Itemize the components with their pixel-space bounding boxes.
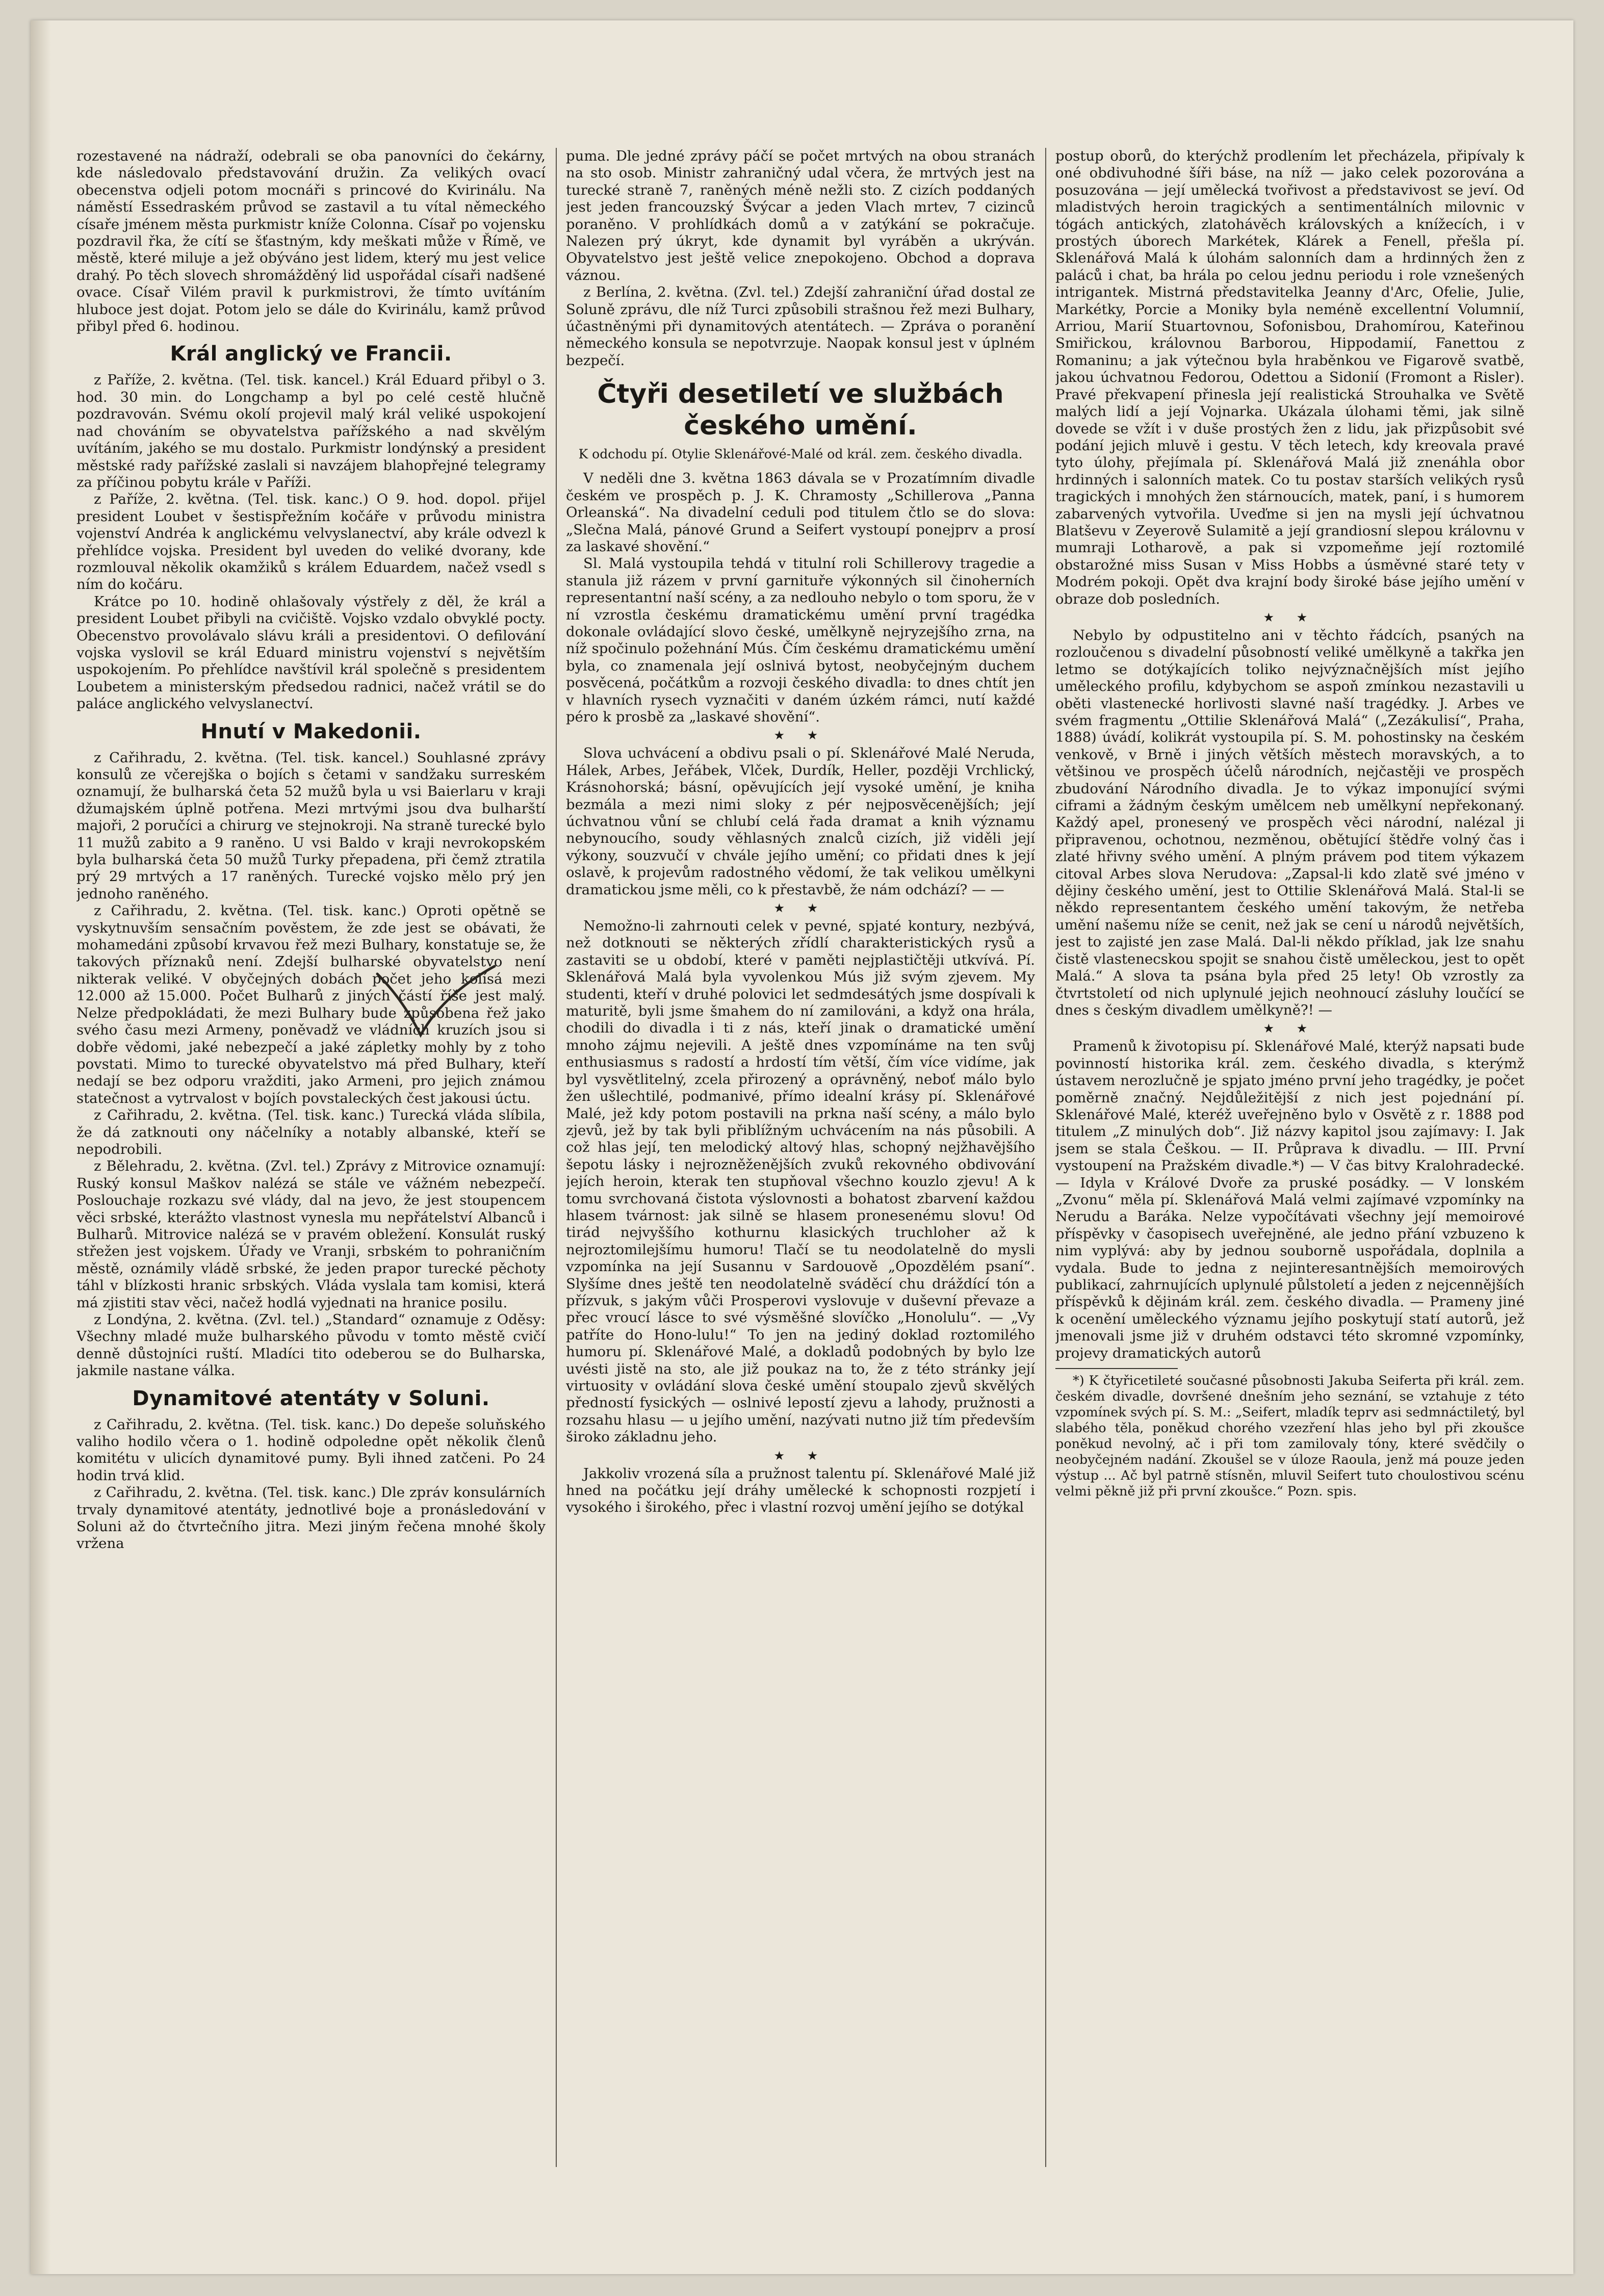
news-item: z Londýna, 2. května. (Zvl. tel.) „Standard“ oznamuje z Oděsy: Všechny mladé muže bulharského původu v tomto městě cvičí denně důstojníci ruští. Mladíci tito odeberou se do Bulharska, jakmile nastane válka. bbox=[76, 1311, 546, 1379]
article-paragraph: Jakkoliv vrozená síla a pružnost talentu pí. Sklenářové Malé již hned na počátku její dráhy umělecké k schopnosti rozpjetí i vysokého i širokého, přec i vlastní rozvoj umění jejího se dotýkal bbox=[566, 1465, 1035, 1516]
column-rule bbox=[556, 148, 557, 2167]
column-1 bbox=[76, 148, 546, 2198]
headline-macedonia: Hnutí v Makedonii. bbox=[200, 719, 422, 743]
footnote-rule bbox=[1055, 1368, 1178, 1369]
news-item: z Cařihradu, 2. května. (Tel. tisk. kancel.) Souhlasné zprávy konsulů ze včerejška o bojích s četami v sandžaku surreském oznamují, že bulharská četa 52 mužů byla u vsi Baierlaru v kraji džumajském úplně potřena. Mezi mrtvými jsou dva bulharští majoři, 2 poručíci a chirurg ve stejnokroji. Na straně turecké bylo 11 mužů zabito a 9 raněno. U vsi Baldo v kraji nevrokopském byla bulharská četa 50 mužů Turky přepadena, při čemž ztratila prý 29 mrtvých a 17 raněných. Turecké vojsko mělo prý jen jednoho raněného. bbox=[76, 749, 546, 902]
section-separator-stars: ★ ★ bbox=[773, 728, 827, 743]
news-item: z Paříže, 2. května. (Tel. tisk. kancel.) Král Eduard přibyl o 3. hod. 30 min. do Longchamp a byl po celé cestě hlučně pozdravován. Svému okolí projevil malý král veliké uspokojení nad chováním se obyvatelstva pařížského a nad skvělým uvítáním, jakého se mu dostalo. Purkmistr londýnský a president městské rady pařížské zaslali si navzájem blahopřejné telegramy za příčinou pobytu krále v Paříži. bbox=[76, 372, 546, 491]
article-paragraph: rozestavené na nádraží, odebrali se oba panovníci do čekárny, kde následovalo představování družin. Za velikých ovací obecenstva odjeli potom mocnáři s princové do Kvirinálu. Na náměstí Essedraském průvod se zastavil a tu vítal německého císaře jménem města purkmistr kníže Colonna. Císař po vojensku pozdravil řka, že cítí se šťastným, kdy meškati může v Římě, ve městě, které miluje a jež obýváno jest lidem, který mu jest velice drahý. Po těch slovech shromážděný lid uspořádal císaři nadšené ovace. Císař Vilém pravil k purkmistrovi, že tímto uvítáním hluboce jest dojat. Potom jelo se dále do Kvirinálu, kamž průvod přibyl před 6. hodinou. bbox=[76, 148, 546, 335]
news-item: Krátce po 10. hodině ohlašovaly výstřely z děl, že král a president Loubet přibyli na cvičiště. Vojsko vzdalo obvyklé pocty. Obecenstvo provolávalo slávu králi a presidentovi. O defilování vojska vyslovil se král Eduard ministru vojenství s největším uspokojením. Po přehlídce navštívil král společně s presidentem Loubetem a ministerským předsedou radnici, načež vrátil se do paláce anglického velvyslanectví. bbox=[76, 593, 546, 712]
news-item: z Bělehradu, 2. května. (Zvl. tel.) Zprávy z Mitrovice oznamují: Ruský konsul Maškov nalézá se stále ve vážném nebezpečí. Poslouchaje rozkazu své vlády, dal na jevo, že jest stoupencem věci srbské, kterážto vlastnost vynesla mu nepřátelství Albanců i Bulharů. Mitrovice nalézá se v pravém obležení. Konsulát ruský střežen jest vojskem. Úřady ve Vranji, srbském to pohraničním městě, oznámily vládě srbské, že jeden prapor turecké pěchoty táhl v blízkosti hranic srbských. Vláda vyslala tam komisi, která má zjistiti stav věci, načež hodlá vyjednati na hranice posilu. bbox=[76, 1158, 546, 1311]
handwritten-check-mark bbox=[372, 964, 500, 1040]
news-item: z Cařihradu, 2. května. (Tel. tisk. kanc.) Do depeše soluňského valiho hodilo včera o 1. hodině odpoledne opět několik členů komitétu v ulicích dynamitové pumy. Byli ihned zatčeni. Po 24 hodin trvá klid. bbox=[76, 1416, 546, 1484]
headline-dynamite-salonica: Dynamitové atentáty v Soluni. bbox=[132, 1386, 490, 1410]
newspaper-page bbox=[31, 20, 1573, 2274]
page-binding-shadow bbox=[31, 20, 51, 2274]
article-paragraph: Sl. Malá vystoupila tehdá v titulní roli Schillerovy tragedie a stanula již rázem v první garnituře výkonných sil činoherních representantní naší scény, a za nedlouho nebylo o tom sporu, že v ní vzrostla českému dramatickému umění první tragédka dokonale ovládající slovo české, umělkyně nejryzejšího zrna, na níž spočinulo požehnání Mús. Čím českému dramatickému umění byla, co znamenala její oslnivá bytost, neobyčejným duchem posvěcená, počátkům a rozvoji českého divadla: to dnes chtít jen v hlavních rysech vyznačiti v daném úzkém rámci, nutí každé péro k prosbě za „laskavé shovění“. bbox=[566, 555, 1035, 725]
section-separator-stars: ★ ★ bbox=[773, 901, 827, 916]
article-paragraph: Pramenů k životopisu pí. Sklenářové Malé, kterýž napsati bude povinností historika král. zem. českého divadla, s kterýmž ústavem nerozlučně je spjato jméno první jeho tragédky, je počet poměrně značný. Nejdůležitější z nich jest pojednání pí. Sklenářové Malé, kteréž uveřejněno bylo v Osvětě z r. 1888 pod titulem „Z minulých dob“. Již názvy kapitol jsou zajímavy: I. Jak jsem se stala Češkou. — II. Průprava k divadlu. — III. První vystoupení na Pražském divadle.*) — V čas bitvy Kralohradecké. — Idyla v Králové Dvoře za pruské posádky. — V lonském „Zvonu“ měla pí. Sklenářová Malá velmi zajímavé vzpomínky na Nerudu a Baráka. Nelze vypočítávati všechny její memoirové příspěvky v časopisech uveřejněné, ale jedno přání vzbuzeno k nim vyplývá: aby by jednou souborně uspořádala, doplnila a vydala. Bude to jedna z nejinteresantnějších memoirových publikací, zahrnujících uplynulé půlstoletí a jeden z nejcennějších příspěvků k dějinám král. zem. českého divadla. — Prameny jiné k ocenění uměleckého významu jejího poskytují statí autorů, jež jmenovali jsme již v druhém odstavci této skromné vzpomínky, projevy dramatických autorů bbox=[1055, 1038, 1524, 1361]
article-paragraph: postup oborů, do kterýchž prodlením let přecházela, připívaly k oné obdivuhodné šíři báse, na níž — jako celek pozorována a posuzována — její umělecká tvořivost a představivost se jeví. Od mladistvých heroin tragických a sentimentálních milovnic v tógách antických, zlatohávěch královských a knížecích, i v prostých úborech Markétek, Klárek a Fenell, přešla pí. Sklenářová Malá k úlohám salonních dam a hrdinných žen z paláců i chat, ba hrála po celou jednu periodu i role vznešených intrigantek. Mistrná představitelka Jeanny d'Arc, Ofelie, Julie, Markétky, Porcie a Moniky byla neméně excellentní Volumnií, Arriou, Marií Stuartovnou, Sofonisbou, Drahomírou, Kateřinou Smiřickou, královnou Barborou, Hippodamií, Fanettou z Romaninu; a jak výtečnou byla hraběnkou ve Figarově svatbě, jakou úchvatnou Fedorou, Odettou a Sidonií (Fromont a Risler). Pravé překvapení přinesla její realistická Strouhalka ve Světě malých lidí a její Vojnarka. Ukázala úlohami těmi, jak silně dovede se vžít i v duše prostých žen z lidu, jak přizpůsobit své podání jejich mluvě i gestu. V těch letech, kdy kreovala pravé tyto úlohy, přejímala pí. Sklenářová Malá již znenáhla obor hrdinných i salonních matek. Co tu postav starších velikých rysů tragických i mnohých žen stárnoucích, matek, paní, i s humorem zabarvených vytvořila. Uveďme si jen na mysli její úchvatnou Blatševu v Zeyerově Sulamitě a její grandiosní slepou královnu v mumraji Lotharově, a pak si vzpomeňme její roztomilé obstarožné miss Susan v Miss Hobbs a úsměvné staré tety v Modrém pokoji. Opět dva krajní body široké báse jejího umění v obraze dob posledních. bbox=[1055, 148, 1524, 607]
headline-king-england-france: Král anglický ve Francii. bbox=[170, 342, 452, 366]
news-item: z Paříže, 2. května. (Tel. tisk. kanc.) O 9. hod. dopol. přijel president Loubet v šestispřežním kočáře v průvodu ministra vojenství Andréa k anglickému velvyslanectví, aby krále odvezl k přehlídce vojska. President byl uveden do veliké dvorany, kde rozmlouval několik okamžiků s králem Eduardem, načež vsedl s ním do kočáru. bbox=[76, 491, 546, 593]
section-separator-stars: ★ ★ bbox=[1263, 610, 1317, 625]
article-paragraph: Nebylo by odpustitelno ani v těchto řádcích, psaných na rozloučenou s divadelní působností veliké umělkyně a takřka jen letmo se dotýkajících toliko nejvýznačnějších míst jejího uměleckého profilu, kdybychom se aspoň zmínkou nezastavili u oběti vlastenecké horlivosti slavné naší tragédky. J. Arbes ve svém fragmentu „Ottilie Sklenářová Malá“ („Zezákulisí“, Praha, 1888) úvádí, kolikrát vystoupila pí. S. M. pohostinsky na českém venkově, v Brně i jiných větších městech moravských, a to většinou ve prospěch účelů národních, nejčastěji ve prospěch zbudování Národního divadla. Je to výkaz imponující svými ciframi a žádným českým umělcem neb umělkyní nepřekonaný. Každý apel, pronesený ve prospěch věci národní, nalézal ji připravenou, ochotnou, nezměnou, obětující štědře volný čas i zlaté hřivny svého umění. A plným právem pod titem výkazem citoval Arbes slova Nerudova: „Zapsal-li kdo zlatě své jméno v dějiny českého umění, jest to Ottilie Sklenářová Malá. Stal-li se někdo representantem českého umění takovým, že netřeba umění našemu níže se cenit, než jak se cení u národů největších, jest to zajisté jen zase Malá. Dal-li někdo příklad, jak lze snahu čistě vlastenecskou spojit se snahou čistě uměleckou, jest to opět Malá.“ A slova ta psána byla před 25 lety! Ob vzrostly za čtvrtstoletí od nich uplynulé jejich neohnoucí zásluhy loučící se dnes s českým divadlem umělkyně?! — bbox=[1055, 627, 1524, 1018]
news-item: z Cařihradu, 2. května. (Tel. tisk. kanc.) Dle zpráv konsulárních trvaly dynamitové atentáty, jednotlivé boje a pronásledování v Soluni až do čtvrtečního jitra. Mezi jiným řečena mnohé školy vržena bbox=[76, 1484, 546, 1552]
columns bbox=[76, 148, 1545, 2198]
footnote: *) K čtyřicetileté současné působnosti Jakuba Seiferta při král. zem. českém divadle, dovršené dnešním jeho seznání, se vztahuje z této vzpomínek svých pí. S. M.: „Seifert, mladík teprv asi sedmnáctiletý, byl slabého těla, poněkud chorého vzezření hlas jeho byl při zkoušce poněkud nevolný, ač i při tom zamilovaly tóny, které svědčily o neobyčejném nadání. Zkoušel se v úloze Raoula, jenž má pouze jeden výstup ... Ač byl patrně stísněn, mluvil Seifert tuto choulostivou scénu velmi pěkně již při první zkoušce.“ Pozn. spis. bbox=[1055, 1373, 1524, 1500]
news-item: z Berlína, 2. května. (Zvl. tel.) Zdejší zahraniční úřad dostal ze Soluně zprávu, dle níž Turci způsobili strašnou řež mezi Bulhary, účastněnými při dynamitových atentátech. — Zpráva o poranění německého konsula se nepotvrzuje. Naopak konsul jest v úplném bezpečí. bbox=[566, 284, 1035, 369]
article-subhead: K odchodu pí. Otylie Sklenářové-Malé od král. zem. českého divadla. bbox=[578, 447, 1023, 462]
article-paragraph: Slova uchvácení a obdivu psali o pí. Sklenářové Malé Neruda, Hálek, Arbes, Jeřábek, Vlček, Durdík, Heller, později Vrchlický, Krásnohorská; básní, opěvujících její vysoké umění, je kniha bezmála a mezi nimi sloky z pér nejposvěcenějších; její úchvatnou vůní se chlubí celá řada dramat a knih významu nebynoucího, soudy věhlasných znalců cizích, již viděli její výkony, souzvučí v chvále jejího umění; co přidati dnes k její oslavě, k projevům radostného vědomí, že tak velikou umělkyni dramatickou jsme měli, co k přestavbě, že nám odchází? — — bbox=[566, 745, 1035, 898]
column-3 bbox=[1055, 148, 1524, 2198]
article-paragraph: V neděli dne 3. května 1863 dávala se v Prozatímním divadle českém ve prospěch p. J. K. Chramosty „Schillerova „Panna Orleanská“. Na divadelní ceduli pod titulem čtlo se do slova: „Slečna Malá, pánové Grund a Seifert vystoupí ponejprv a prosí za laskavé shovění.“ bbox=[566, 470, 1035, 555]
section-separator-stars: ★ ★ bbox=[1263, 1021, 1317, 1036]
column-rule bbox=[1045, 148, 1046, 2167]
headline-four-decades: Čtyři desetiletí ve službách českého umění. bbox=[597, 379, 1004, 442]
section-separator-stars: ★ ★ bbox=[773, 1448, 827, 1463]
news-item: z Cařihradu, 2. května. (Tel. tisk. kanc.) Turecká vláda slíbila, že dá zatknouti ony náčelníky a notably albanské, kteří se nepodrobili. bbox=[76, 1107, 546, 1157]
article-paragraph: Nemožno-li zahrnouti celek v pevné, spjaté kontury, nezbývá, než dotknouti se některých zřídlí charakteristických rysů a zastaviti se u období, které v paměti nejplastičtěji utkvívá. Pí. Sklenářová Malá byla vyvolenkou Mús již svým zjevem. My studenti, kteří v druhé polovici let sedmdesátých jsme dospívali k maturitě, byli jsme šmahem do ní zamilováni, a když ona hrála, chodili do divadla i ti z nás, kteří jinak o dramatické umění mnoho zájmu nejevili. A ještě dnes vzpomínáme na ten svůj enthusiasmus s radostí a hrdostí tím větší, čím více vidíme, jak byl vysvětlitelný, zcela přirozený a oprávněný, neboť málo bylo žen ušlechtilé, podmanivé, přímo idealní krásy pí. Sklenářové Malé, jež kdy potom postavili na prkna naší scény, a málo bylo zjevů, jež by tak byli přiblížným uchvácením na nás působili. A což hlas její, ten melodický altový hlas, schopný nejžhavějšího šepotu lásky i nejrozněženějších zvuků rekovného obdivování jejích heroin, kterak ten stupňoval všechno kouzlo zjevu! A k tomu svrchovaná čistota výslovnosti a bohatost zbarvení každou hlasem tvárnost: jak silně se hlasem pronesenému slovu! Od tirád nejvyššího kothurnu klasických truchloher až k nejroztomilejšímu humoru! Tlačí se tu neodolatelně do mysli vzpomínka na její Susannu v Sardouově „Opozdělém psaní“. Slyšíme dnes ještě ten neodolatelně sváděcí chu dráždící tón a přízvuk, s jakým vůči Prosperovi vyslovuje v duševní převaze a přec vroucí lásce to své výsměšné slovíčko „Honolulu“. — „Vy patříte do Hono-lulu!“ To jen na jediný doklad roztomilého humoru pí. Sklenářové Malé, a dokladů podobných by bylo lze uvésti jistě na sto, ale již poukaz na to, že z této stránky její virtuosity v ovládání slova české umění stoupalo zjevů skvělých předností fysických — oslnivé lepostí zjevu a lahody, pružnosti a rozsahu hlasu — u jejího umění, nazývati nutno již tím především široko základnu jeho. bbox=[566, 918, 1035, 1446]
column-2 bbox=[566, 148, 1035, 2198]
news-item: puma. Dle jedné zprávy páčí se počet mrtvých na obou stranách na sto osob. Ministr zahraničný udal včera, že mrtvých jest na turecké straně 7, raněných méně nežli sto. Z cizích poddaných jest jeden francouzský Švýcar a jeden Vlach mrtev, 7 cizinců poraněno. V prohlídkách domů a v zatýkání se pokračuje. Nalezen prý úkryt, kde dynamit byl vyráběn a ukrýván. Obyvatelstvo jest ještě velice znepokojeno. Obchod a doprava váznou. bbox=[566, 148, 1035, 283]
news-item: z Cařihradu, 2. května. (Tel. tisk. kanc.) Oproti opětně se vyskytnuvším sensačním pověstem, že zde jest se obávati, že mohamedáni způsobí krvavou řež mezi Bulhary, konstatuje se, že takových příznaků není. Zdejší bulharské obyvatelstvo není nikterak veliké. V obyčejných dobách počet jeho kolísá mezi 12.000 až 15.000. Počet Bulharů z jiných částí říše jest malý. Nelze předpokládati, že mezi Bulhary bude způsobena řež jako svého času mezi Armeny, poněvadž ve vládních kruzích jsou si dobře vědomi, jaké nebezpečí a jaké zápletky mohly by z toho povstati. Mimo to turecké obyvatelstvo má před Bulhary, kteří nedají se bez odporu vražditi, jako Armeni, pro jejich známou statečnost a vytrvalost v bojích povstaleckých čest jakousi úctu. bbox=[76, 902, 546, 1106]
